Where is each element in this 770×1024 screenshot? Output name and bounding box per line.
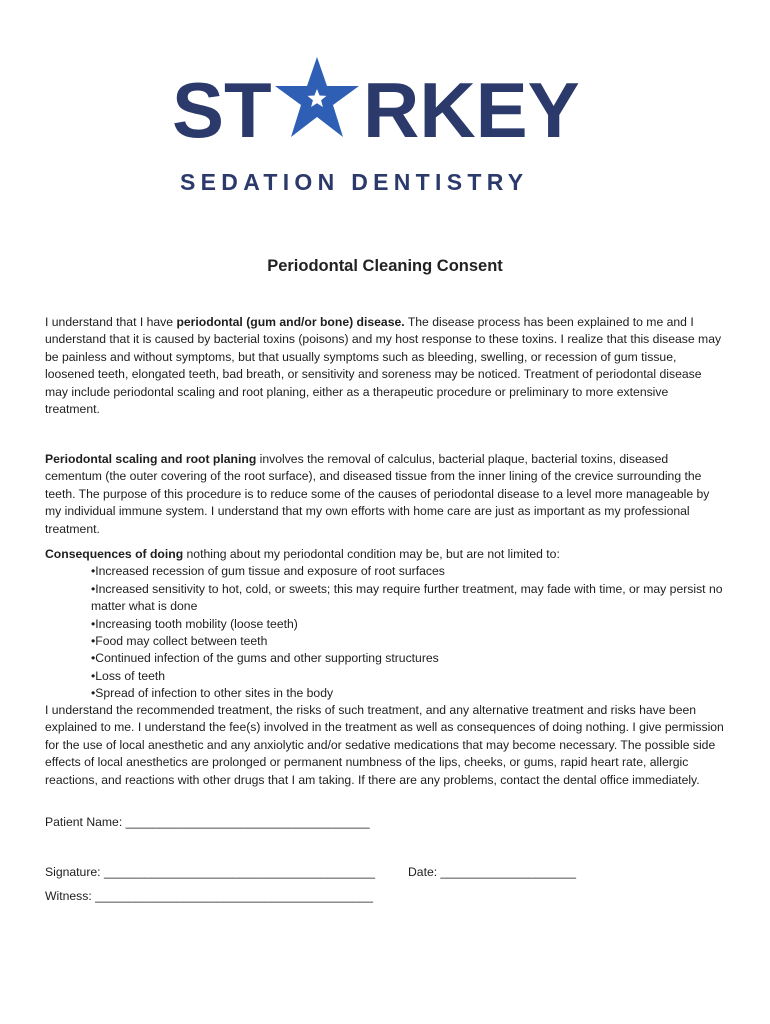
p2-text-bold: Periodontal scaling and root planing xyxy=(45,452,257,466)
understanding-paragraph: I understand the recommended treatment, the risks of such treatment, and any alternative treatment and risks have been explained to me. I understand the fee(s) involved in the treatment as well as consequences of doing nothing. I give permission for the use of local anesthetic and any anxiolytic and/or sedative medications that may become necessary. The possible side effects of local anesthetics are prolonged or permanent numbness of the lips, cheeks, or gums, rapid heart rate, allergic reactions, and reactions with other drugs that I am taking. If there are any problems, contact the dental office immediately. xyxy=(45,703,724,787)
star-icon xyxy=(275,57,359,137)
list-item: •Food may collect between teeth xyxy=(91,634,268,649)
list-item: •Increased recession of gum tissue and exposure of root surfaces xyxy=(91,564,445,579)
p1-text-post: The disease process has been explained to me and I understand that it is caused by bacterial toxins (poisons) and my host response to these toxins. I realize that this disease may be painless and without symptoms, but that usually symptoms such as bleeding, swelling, or recession of gum tissue, loosened teeth, elongated teeth, bad breath, or sensitivity and soreness may be noticed. Treatment of periodontal disease may include periodontal scaling and root planing, either as a therapeutic procedure or preliminary to more extensive treatment. xyxy=(45,315,722,417)
scaling-paragraph xyxy=(45,451,725,538)
date-field[interactable]: Date: ____________________ xyxy=(408,865,577,879)
p2-text-post: involves the removal of calculus, bacterial plaque, bacterial toxins, diseased cementum (the outer covering of the root surface), and diseased tissue from the inner lining of the crevice surrounding the teeth. The purpose of this procedure is to reduce some of the causes of periodontal disease to a level more manageable by my individual immune system. I understand that my own efforts with home care are just as important as my professional treatment. xyxy=(45,452,710,536)
list-item: •Spread of infection to other sites in the body xyxy=(91,686,334,701)
patient-name-field[interactable]: Patient Name: ____________________________________ xyxy=(45,815,370,829)
p1-text-bold: periodontal (gum and/or bone) disease. xyxy=(176,315,405,329)
witness-field[interactable]: Witness: _________________________________________ xyxy=(45,889,374,903)
list-item: •Increasing tooth mobility (loose teeth) xyxy=(91,616,298,631)
consequences-section xyxy=(45,546,725,703)
logo-subtitle: SEDATION DENTISTRY xyxy=(180,169,529,195)
starkey-logo xyxy=(0,55,770,200)
logo-word-right: RKEY xyxy=(363,66,580,154)
logo-word-left: ST xyxy=(172,66,272,154)
consequences-list xyxy=(45,563,725,702)
consequences-intro xyxy=(45,546,725,563)
document-title: Periodontal Cleaning Consent xyxy=(267,257,503,275)
signature-field[interactable]: Signature: ________________________________________ xyxy=(45,865,376,879)
p1-text-pre: I understand that I have xyxy=(45,315,177,329)
p3-text-bold: Consequences of doing xyxy=(45,547,184,561)
p3-text-post: nothing about my periodontal condition may be, but are not limited to: xyxy=(183,547,560,561)
disease-paragraph xyxy=(45,314,725,418)
list-item: •Increased sensitivity to hot, cold, or sweets; this may require further treatment, may fade with time, or may persist no matter what is done xyxy=(91,581,723,614)
list-item: •Continued infection of the gums and other supporting structures xyxy=(91,651,439,666)
list-item: •Loss of teeth xyxy=(91,668,166,683)
